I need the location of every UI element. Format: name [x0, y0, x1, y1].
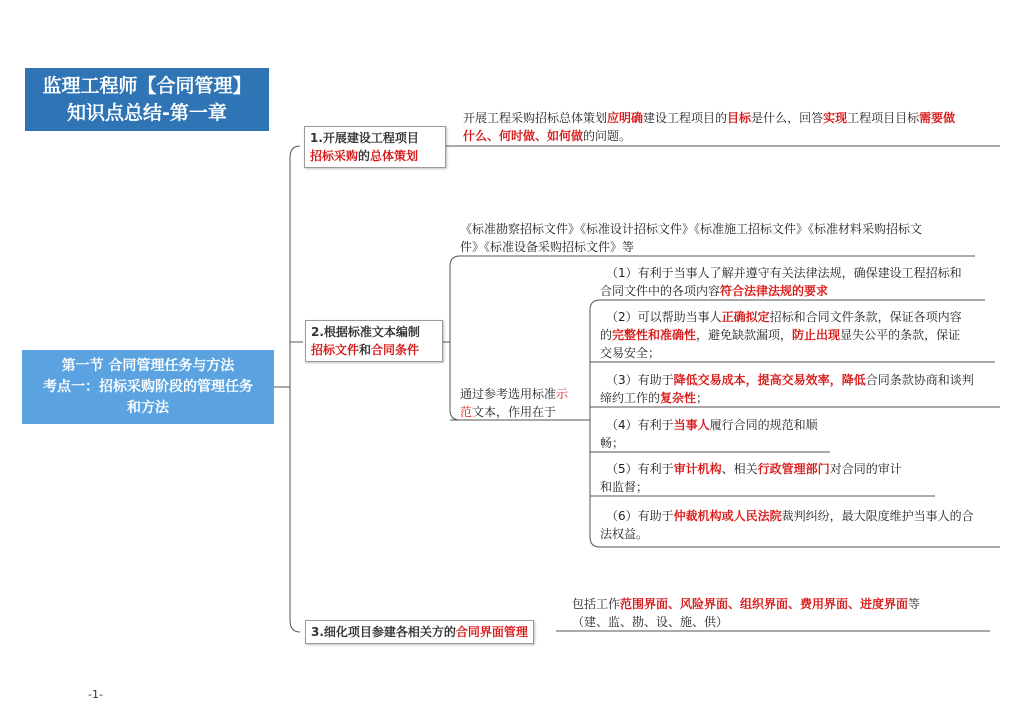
benefit-3-hl: 复杂性	[660, 391, 697, 405]
benefit-4-text: （4）有利于	[606, 418, 674, 432]
benefit-3-hl: 降低	[841, 373, 866, 387]
benefit-5-text: 、相关	[721, 462, 758, 476]
benefit-2-text: ，避免缺款漏项，	[696, 328, 793, 342]
page-number: -1-	[88, 688, 103, 701]
root-line-1: 第一节 合同管理任务与方法	[61, 357, 235, 374]
node-2-hl-1: 招标文件	[311, 343, 360, 357]
benefit-5-hl: 行政管理部门	[757, 462, 830, 476]
benefit-2-hl: 防止出现	[792, 328, 841, 342]
purpose-text: 文本，作用在于	[472, 405, 557, 419]
benefit-1-text: （1）有利于当事人了解并遵守有关法律法规，确保建设工程招标和	[606, 266, 962, 280]
node-standard-documents	[305, 320, 443, 362]
benefit-5-hl: 审计机构	[673, 462, 722, 476]
node-1-desc-hl: 需要做	[919, 111, 956, 125]
interface-types	[572, 595, 992, 631]
node-interface-management	[305, 620, 534, 644]
node-1-desc-text: 建设工程项目的	[643, 111, 728, 125]
node-2-text: 和	[359, 343, 372, 357]
benefit-5-text: 对合同的审计	[829, 462, 902, 476]
docs-line-2: 件》《标准设备采购招标文件》等	[460, 240, 635, 254]
node-1-line-1: 1.开展建设工程项目	[310, 131, 419, 145]
interface-parties: （建、监、勘、设、施、供）	[572, 615, 729, 629]
node-1-desc-text: 工程项目目标	[847, 111, 920, 125]
node-1-desc-hl: 应明确	[607, 111, 644, 125]
benefit-2-text: 的	[600, 328, 613, 342]
benefit-item-2	[600, 308, 995, 362]
node-1-desc-text: 是什么，回答	[751, 111, 824, 125]
benefit-4-text: 畅；	[600, 436, 625, 450]
benefit-6-text: （6）有助于	[606, 509, 674, 523]
interface-text: 等	[908, 597, 921, 611]
benefit-2-hl: 正确拟定	[721, 310, 770, 324]
benefit-item-1	[600, 264, 995, 300]
benefit-1-hl: 符合法律法规的要求	[720, 284, 829, 298]
benefit-item-3	[600, 371, 1000, 407]
node-1-desc-text: 的问题。	[583, 129, 632, 143]
benefit-4-hl: 当事人	[673, 418, 710, 432]
node-2-line-1: 2.根据标准文本编制	[311, 325, 420, 339]
node-1-description	[463, 109, 1003, 145]
benefit-3-hl: 提高交易效率	[757, 373, 830, 387]
title-line-2: 知识点总结-第一章	[67, 101, 227, 124]
node-1-text: 的	[358, 149, 371, 163]
benefit-item-6	[600, 507, 1000, 543]
benefit-2-text: 招标和合同文件条款，保证各项内容	[769, 310, 962, 324]
node-procurement-planning	[304, 126, 446, 168]
benefit-item-5	[600, 460, 930, 496]
node-1-desc-hl: 什么、何时做、如何做	[463, 129, 584, 143]
benefit-3-hl: ，	[745, 373, 758, 387]
node-1-desc-hl: 目标	[727, 111, 752, 125]
interface-hl: 范围界面、风险界面、组织界面、费用界面、进度界面	[620, 597, 909, 611]
benefit-5-text: 和监督；	[600, 480, 649, 494]
page-title	[25, 68, 269, 131]
purpose-hl: 范	[460, 405, 473, 419]
benefit-3-hl: ，	[829, 373, 842, 387]
standard-text-purpose	[460, 385, 580, 421]
benefit-6-hl: 仲裁机构或人民法院	[673, 509, 782, 523]
benefit-item-4	[600, 416, 835, 452]
node-1-hl-1: 招标采购	[310, 149, 359, 163]
benefit-6-text: 裁判纠纷，最大限度维护当事人的合	[781, 509, 974, 523]
benefit-1-text: 合同文件中的各项内容	[600, 284, 721, 298]
root-line-3: 和方法	[127, 399, 169, 416]
node-1-desc-text: 开展工程采购招标总体策划	[463, 111, 608, 125]
purpose-text: 通过参考选用标准	[460, 387, 557, 401]
title-line-1: 监理工程师【合同管理】	[42, 74, 252, 97]
interface-text: 包括工作	[572, 597, 621, 611]
node-1-hl-2: 总体策划	[370, 149, 419, 163]
benefit-2-text: （2）可以帮助当事人	[606, 310, 722, 324]
node-1-desc-hl: 实现	[823, 111, 848, 125]
benefit-5-text: （5）有利于	[606, 462, 674, 476]
node-3-hl: 合同界面管理	[455, 625, 528, 639]
benefit-3-text: 缔约工作的	[600, 391, 661, 405]
root-topic	[22, 350, 274, 424]
benefit-4-text: 履行合同的规范和顺	[709, 418, 818, 432]
benefit-3-text: ；	[696, 391, 709, 405]
benefit-2-text: 显失公平的条款，保证	[840, 328, 961, 342]
docs-line-1: 《标准勘察招标文件》《标准设计招标文件》《标准施工招标文件》《标准材料采购招标文	[460, 222, 923, 236]
purpose-hl: 示	[556, 387, 569, 401]
standard-documents-list	[460, 220, 990, 256]
benefit-3-text: 合同条款协商和谈判	[865, 373, 974, 387]
benefit-3-text: （3）有助于	[606, 373, 674, 387]
benefit-2-text: 交易安全；	[600, 346, 661, 360]
node-2-hl-2: 合同条件	[371, 343, 420, 357]
benefit-6-text: 法权益。	[600, 527, 649, 541]
benefit-3-hl: 降低交易成本	[673, 373, 746, 387]
benefit-2-hl: 完整性和准确性	[612, 328, 697, 342]
root-line-2: 考点一：招标采购阶段的管理任务	[43, 378, 253, 395]
node-3-text: 3.细化项目参建各相关方的	[311, 625, 456, 639]
